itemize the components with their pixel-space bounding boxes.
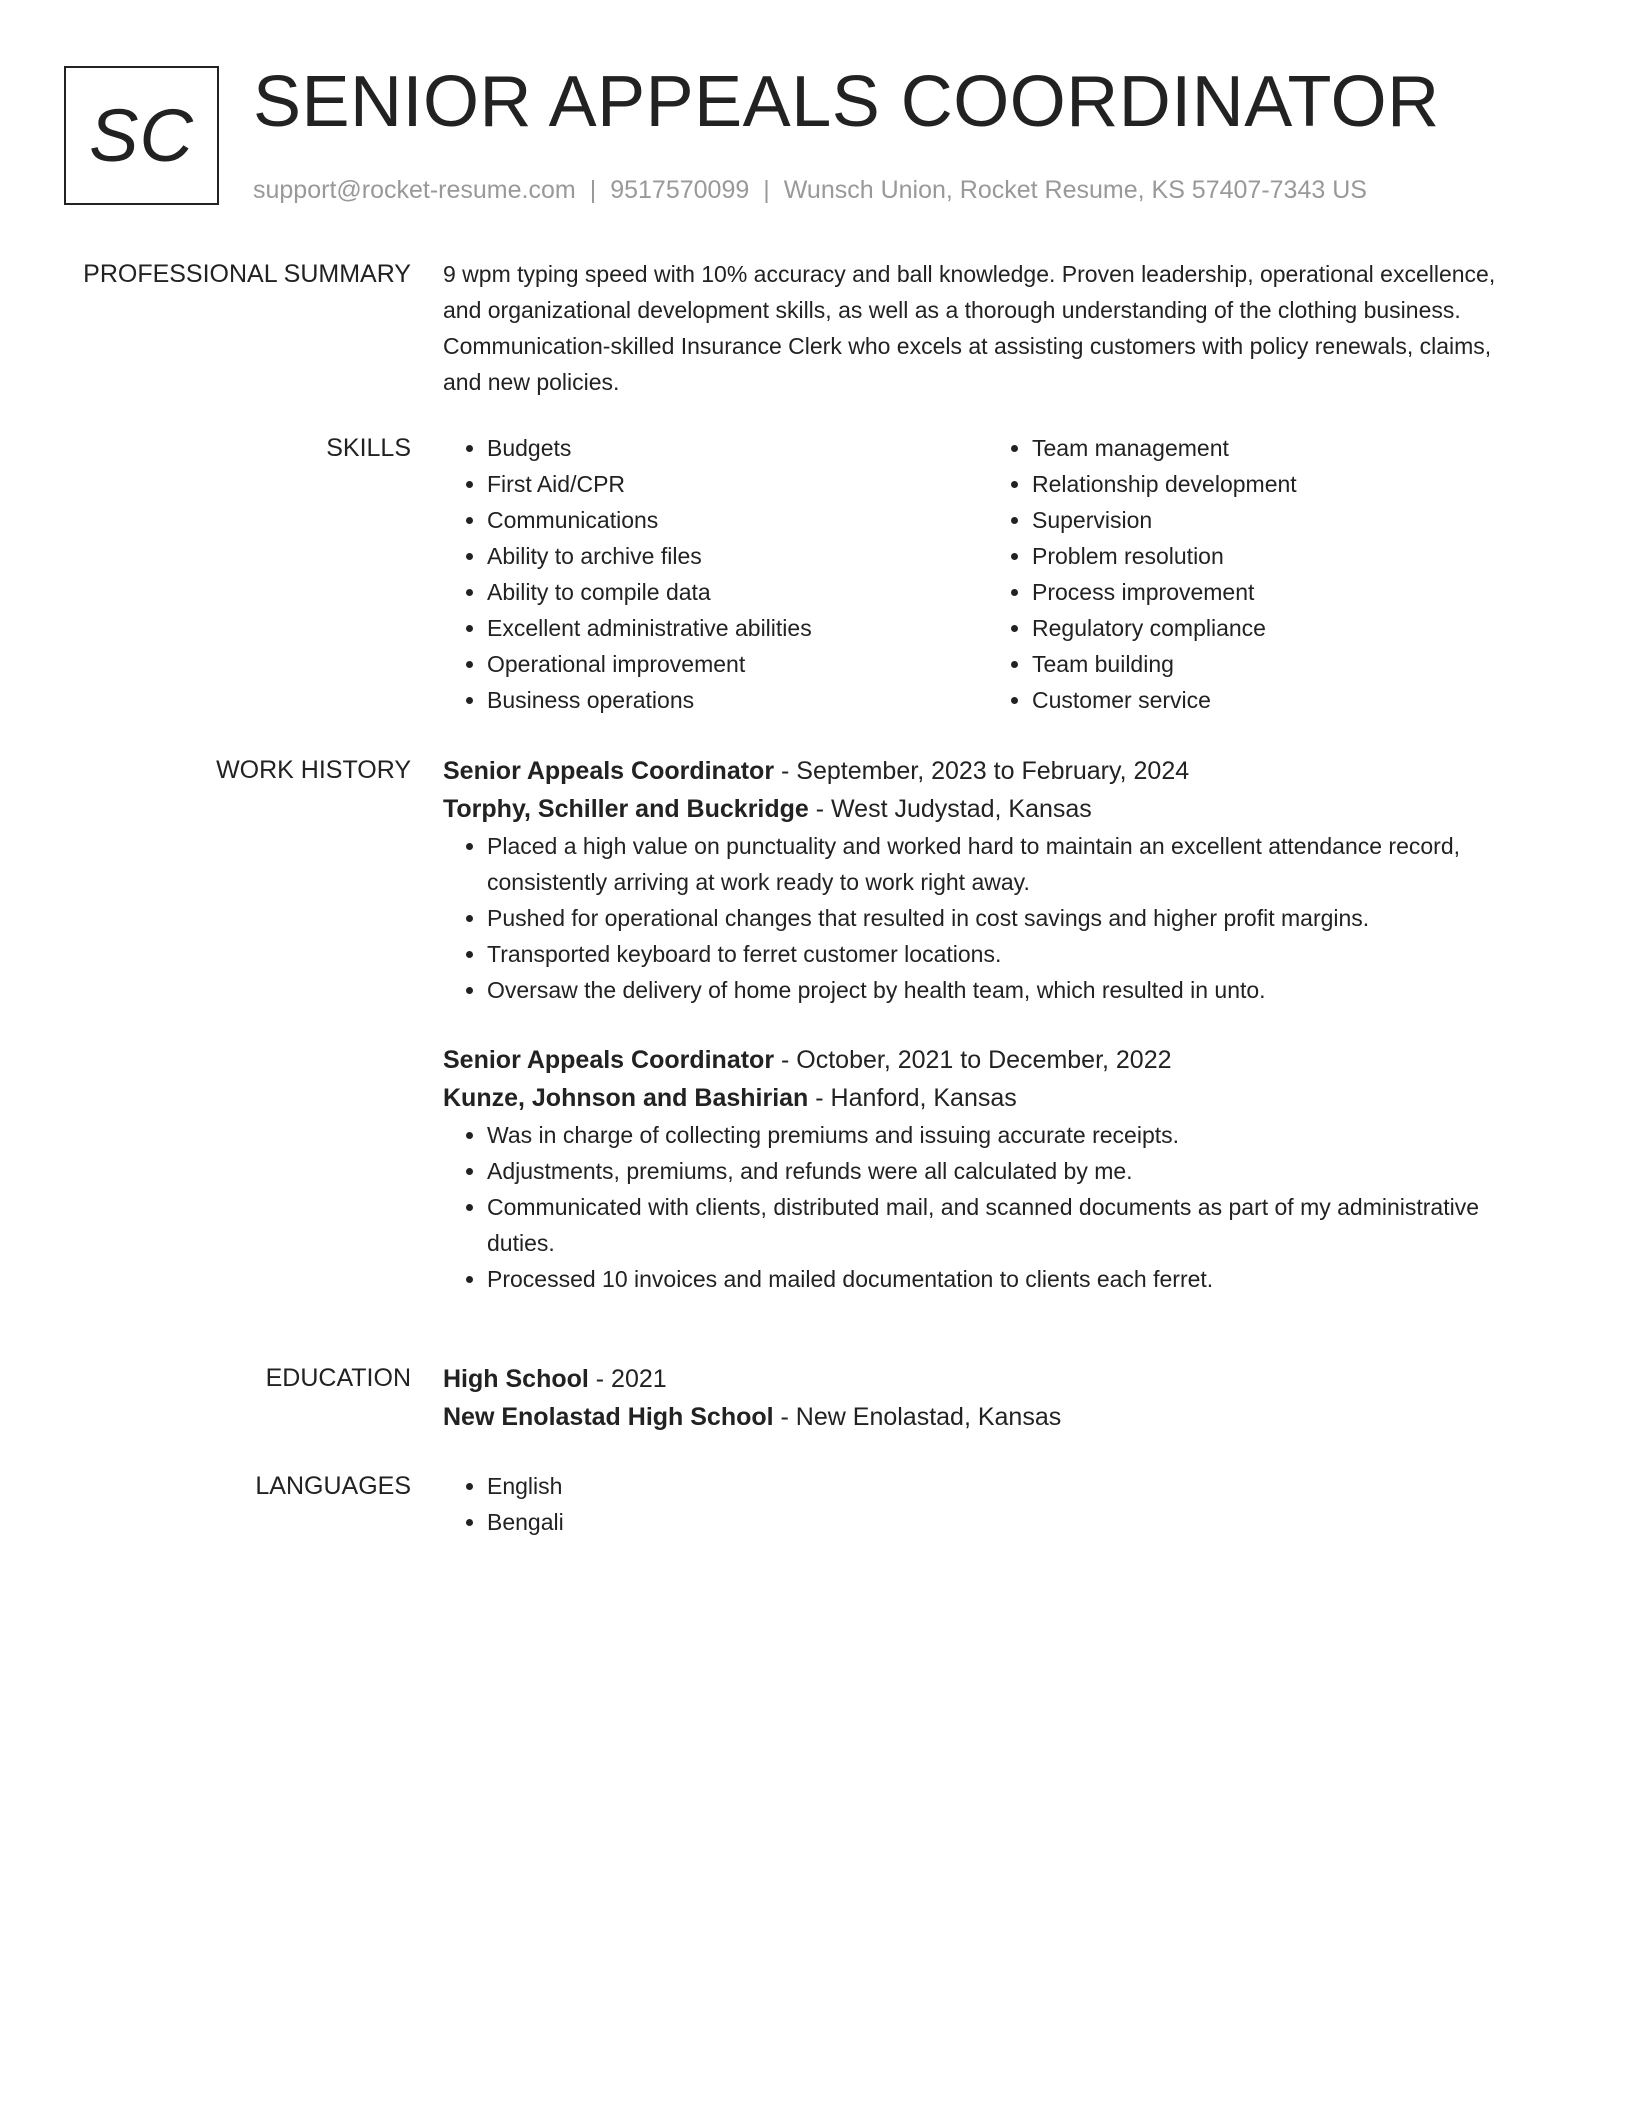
job-company-line <box>443 790 1533 828</box>
job-duty-item: • Was in charge of collecting premiums and issuing accurate receipts. <box>487 1117 1533 1153</box>
job-duty-item: • Communicated with clients, distributed mail, and scanned documents as part of my administrative duties. <box>487 1189 1533 1261</box>
job-title: Senior Appeals Coordinator <box>443 757 775 785</box>
job-duties <box>443 1117 1533 1297</box>
job-entry <box>443 1041 1533 1297</box>
skill-item: • Relationship development <box>1032 466 1533 502</box>
education-degree: High School <box>443 1365 589 1393</box>
language-item: • English <box>487 1468 1533 1504</box>
summary-text: 9 wpm typing speed with 10% accuracy and ball knowledge. Proven leadership, operational excellence, and organizational development skills, as well as a thorough understanding of the clothing business. Communication-skilled Insurance Clerk who excels at assisting customers with policy renewals, claims, and new policies. <box>443 261 1496 395</box>
job-duty-item: • Processed 10 invoices and mailed documentation to clients each ferret. <box>487 1261 1533 1297</box>
skill-item: • Ability to archive files <box>487 538 988 574</box>
job-duty-item: • Adjustments, premiums, and refunds were all calculated by me. <box>487 1153 1533 1189</box>
job-title: Senior Appeals Coordinator <box>443 1046 775 1074</box>
contact-email: support@rocket-resume.com <box>253 176 576 204</box>
section-label-skills: SKILLS <box>326 434 411 462</box>
skill-item: • Budgets <box>487 430 988 466</box>
monogram-initials: SC <box>89 93 194 177</box>
contact-separator: | <box>763 176 770 204</box>
job-entry <box>443 752 1533 1008</box>
contact-line <box>253 174 1367 206</box>
education-degree-line <box>443 1360 1533 1398</box>
job-dates: - October, 2021 to December, 2022 <box>774 1046 1172 1074</box>
job-company: Kunze, Johnson and Bashirian <box>443 1084 809 1112</box>
skill-item: • Team building <box>1032 646 1533 682</box>
monogram-box <box>64 66 219 205</box>
skill-item: • Problem resolution <box>1032 538 1533 574</box>
job-title-line <box>443 752 1533 790</box>
skill-item: • Business operations <box>487 682 988 718</box>
skill-item: • Supervision <box>1032 502 1533 538</box>
skill-item: • Excellent administrative abilities <box>487 610 988 646</box>
skill-item: • Process improvement <box>1032 574 1533 610</box>
skill-item: • First Aid/CPR <box>487 466 988 502</box>
resume-title: SENIOR APPEALS COORDINATOR <box>253 62 1440 142</box>
skill-item: • Ability to compile data <box>487 574 988 610</box>
job-duties <box>443 828 1533 1008</box>
skill-item: • Regulatory compliance <box>1032 610 1533 646</box>
job-duty-item: • Transported keyboard to ferret customer locations. <box>487 936 1533 972</box>
education-school-line <box>443 1398 1533 1436</box>
contact-separator: | <box>589 176 597 204</box>
languages-list <box>443 1468 1533 1540</box>
education-location: - New Enolastad, Kansas <box>773 1403 1062 1431</box>
job-duty-item: • Oversaw the delivery of home project by health team, which resulted in unto. <box>487 972 1533 1008</box>
education-body <box>443 1360 1533 1436</box>
job-title-line <box>443 1041 1533 1079</box>
contact-address: Wunsch Union, Rocket Resume, KS 57407-7343 US <box>783 176 1367 204</box>
education-school: New Enolastad High School <box>443 1403 774 1431</box>
job-duty-item: • Pushed for operational changes that resulted in cost savings and higher profit margins. <box>487 900 1533 936</box>
skills-column-left <box>443 430 988 718</box>
job-duty-item: • Placed a high value on punctuality and worked hard to maintain an excellent attendance record, consistently arriving at work ready to work right away. <box>487 828 1533 900</box>
languages-body <box>443 1468 1533 1540</box>
section-label-languages: LANGUAGES <box>255 1472 411 1500</box>
job-location: - West Judystad, Kansas <box>808 795 1092 823</box>
skill-item: • Customer service <box>1032 682 1533 718</box>
job-company-line <box>443 1079 1533 1117</box>
skill-item: • Communications <box>487 502 988 538</box>
section-label-education: EDUCATION <box>265 1364 411 1392</box>
skill-item: • Operational improvement <box>487 646 988 682</box>
section-label-work-history: WORK HISTORY <box>216 756 411 784</box>
work-history-body <box>443 752 1533 1297</box>
skills-column-right <box>988 430 1533 718</box>
education-year: - 2021 <box>588 1365 667 1393</box>
language-item: • Bengali <box>487 1504 1533 1540</box>
job-company: Torphy, Schiller and Buckridge <box>443 795 809 823</box>
skills-body <box>443 430 1533 718</box>
skill-item: • Team management <box>1032 430 1533 466</box>
section-label-summary: PROFESSIONAL SUMMARY <box>83 260 411 288</box>
job-dates: - September, 2023 to February, 2024 <box>774 757 1190 785</box>
summary-body <box>443 256 1533 400</box>
contact-phone: 9517570099 <box>610 176 750 204</box>
job-location: - Hanford, Kansas <box>808 1084 1017 1112</box>
